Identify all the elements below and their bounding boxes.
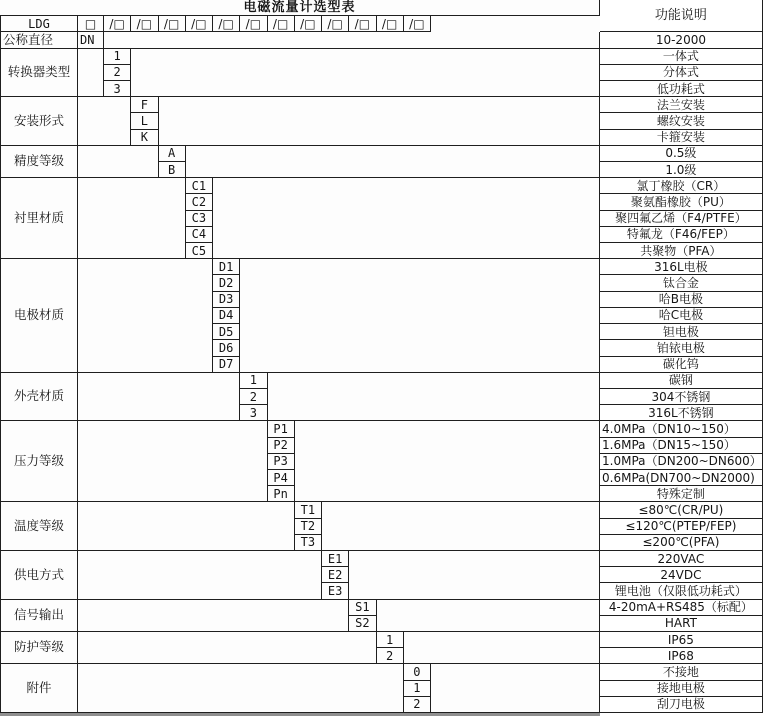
empty-cell bbox=[377, 600, 601, 632]
empty-cell bbox=[78, 502, 295, 551]
empty-cell bbox=[431, 664, 600, 713]
desc-cell: 低功耗式 bbox=[600, 81, 763, 97]
empty-cell bbox=[78, 632, 377, 664]
empty-cell bbox=[78, 600, 349, 632]
group-label-electrode-material: 电极材质 bbox=[0, 259, 78, 372]
desc-cell: 0.5级 bbox=[600, 146, 763, 162]
code-cell: 0 bbox=[404, 664, 431, 680]
function-column-header: 功能说明 bbox=[600, 0, 763, 32]
model-slot-cell: /□ bbox=[104, 16, 131, 32]
empty-cell bbox=[78, 421, 268, 502]
group-label-installation-form: 安装形式 bbox=[0, 97, 78, 146]
model-slot-cell: /□ bbox=[322, 16, 349, 32]
model-slot-cell: /□ bbox=[213, 16, 240, 32]
desc-cell: ≤80℃(CR/PU) bbox=[600, 502, 763, 518]
code-cell: L bbox=[131, 113, 158, 129]
group-label-nominal-diameter: 公称直径 bbox=[0, 32, 78, 48]
empty-cell bbox=[78, 146, 159, 178]
empty-cell bbox=[186, 146, 600, 178]
empty-cell bbox=[295, 421, 600, 502]
code-cell: P4 bbox=[268, 470, 295, 486]
code-cell: C5 bbox=[186, 243, 213, 259]
desc-cell: 钛合金 bbox=[600, 275, 763, 291]
code-cell: D6 bbox=[213, 340, 240, 356]
desc-cell: 4.0MPa（DN10~150） bbox=[600, 421, 763, 437]
desc-cell: 刮刀电极 bbox=[600, 697, 763, 713]
empty-cell bbox=[78, 97, 131, 146]
code-cell: D3 bbox=[213, 292, 240, 308]
code-cell: S2 bbox=[349, 616, 376, 632]
desc-cell: 分体式 bbox=[600, 65, 763, 81]
code-cell: 2 bbox=[404, 697, 431, 713]
code-cell: T3 bbox=[295, 535, 322, 551]
empty-cell bbox=[78, 551, 322, 600]
desc-cell: 不接地 bbox=[600, 664, 763, 680]
desc-cell: 特氟龙（F46/FEP） bbox=[600, 227, 763, 243]
code-cell: P1 bbox=[268, 421, 295, 437]
code-cell: T2 bbox=[295, 519, 322, 535]
group-label-liner-material: 衬里材质 bbox=[0, 178, 78, 259]
desc-cell: 316L不锈钢 bbox=[600, 405, 763, 421]
code-cell: D5 bbox=[213, 324, 240, 340]
code-cell: 1 bbox=[377, 632, 404, 648]
empty-cell bbox=[159, 97, 601, 146]
desc-cell: 钽电极 bbox=[600, 324, 763, 340]
desc-cell: 10-2000 bbox=[600, 32, 763, 48]
empty-cell bbox=[404, 632, 600, 664]
code-cell: E1 bbox=[322, 551, 349, 567]
code-cell: E2 bbox=[322, 567, 349, 583]
empty-cell bbox=[322, 502, 600, 551]
desc-cell: IP65 bbox=[600, 632, 763, 648]
desc-cell: 0.6MPa(DN700~DN2000) bbox=[600, 470, 763, 486]
code-cell: D7 bbox=[213, 357, 240, 373]
desc-cell: 共聚物（PFA） bbox=[600, 243, 763, 259]
desc-cell: 螺纹安装 bbox=[600, 113, 763, 129]
code-cell: F bbox=[131, 97, 158, 113]
desc-cell: 哈C电极 bbox=[600, 308, 763, 324]
desc-cell: 4-20mA+RS485（标配） bbox=[600, 600, 763, 616]
group-label-signal-output: 信号输出 bbox=[0, 600, 78, 632]
desc-cell: 24VDC bbox=[600, 567, 763, 583]
code-cell: D4 bbox=[213, 308, 240, 324]
desc-cell: 法兰安装 bbox=[600, 97, 763, 113]
desc-cell: ≤200℃(PFA) bbox=[600, 535, 763, 551]
table-title: 电磁流量计选型表 bbox=[0, 0, 600, 16]
model-slot-cell: /□ bbox=[131, 16, 158, 32]
code-cell: E3 bbox=[322, 583, 349, 599]
group-label-protection-rating: 防护等级 bbox=[0, 632, 78, 664]
code-cell: P3 bbox=[268, 454, 295, 470]
desc-cell: 特殊定制 bbox=[600, 486, 763, 502]
desc-cell: 碳钢 bbox=[600, 373, 763, 389]
desc-cell: 卡箍安装 bbox=[600, 130, 763, 146]
empty-cell bbox=[268, 373, 601, 422]
code-cell: T1 bbox=[295, 502, 322, 518]
group-label-converter-type: 转换器类型 bbox=[0, 49, 78, 98]
desc-cell: 氯丁橡胶（CR） bbox=[600, 178, 763, 194]
model-slot-cell: /□ bbox=[240, 16, 267, 32]
empty-cell bbox=[104, 32, 600, 48]
code-cell: 1 bbox=[240, 373, 267, 389]
model-slot-cell: /□ bbox=[349, 16, 376, 32]
code-cell: S1 bbox=[349, 600, 376, 616]
group-label-accuracy-class: 精度等级 bbox=[0, 146, 78, 178]
code-cell: 2 bbox=[104, 65, 131, 81]
desc-cell: 1.0MPa（DN200~DN600） bbox=[602, 454, 762, 469]
code-cell: 3 bbox=[104, 81, 131, 97]
desc-cell: IP68 bbox=[600, 648, 763, 664]
group-label-housing-material: 外壳材质 bbox=[0, 373, 78, 422]
model-slot-cell: /□ bbox=[404, 16, 431, 32]
empty-cell bbox=[78, 373, 240, 422]
group-label-accessories: 附件 bbox=[0, 664, 78, 713]
code-cell: 2 bbox=[240, 389, 267, 405]
code-cell: 3 bbox=[240, 405, 267, 421]
code-cell: Pn bbox=[268, 486, 295, 502]
group-label-pressure-rating: 压力等级 bbox=[0, 421, 78, 502]
model-box-cell: □ bbox=[78, 16, 104, 32]
code-cell: C1 bbox=[186, 178, 213, 194]
model-slot-cell: /□ bbox=[268, 16, 295, 32]
empty-cell bbox=[78, 664, 404, 713]
group-label-temperature-rating: 温度等级 bbox=[0, 502, 78, 551]
code-cell-dn: DN bbox=[78, 32, 104, 48]
model-prefix: LDG bbox=[0, 16, 78, 32]
model-slot-cell: /□ bbox=[186, 16, 213, 32]
desc-cell: 聚氨酯橡胶（PU） bbox=[600, 194, 763, 210]
code-cell: C3 bbox=[186, 211, 213, 227]
model-slot-cell: /□ bbox=[295, 16, 322, 32]
code-cell: D1 bbox=[213, 259, 240, 275]
empty-cell bbox=[349, 551, 600, 600]
code-cell: D2 bbox=[213, 275, 240, 291]
code-cell: B bbox=[159, 162, 186, 178]
code-cell: 1 bbox=[404, 681, 431, 697]
code-cell: A bbox=[159, 146, 186, 162]
code-cell: P2 bbox=[268, 438, 295, 454]
empty-cell bbox=[131, 49, 600, 98]
empty-cell bbox=[78, 178, 186, 259]
desc-cell: 1.0级 bbox=[600, 162, 763, 178]
desc-cell: 碳化钨 bbox=[600, 357, 763, 373]
code-cell: K bbox=[131, 130, 158, 146]
desc-cell: ≤120℃(PTEP/FEP) bbox=[600, 519, 763, 535]
desc-cell: 锂电池（仅限低功耗式） bbox=[600, 583, 763, 599]
desc-cell: 304不锈钢 bbox=[600, 389, 763, 405]
model-slot-cell: /□ bbox=[159, 16, 186, 32]
empty-cell bbox=[78, 49, 104, 98]
code-cell: C2 bbox=[186, 194, 213, 210]
desc-cell: 聚四氟乙烯（F4/PTFE） bbox=[600, 211, 763, 227]
desc-cell: 铂铱电极 bbox=[600, 340, 763, 356]
desc-cell: HART bbox=[600, 616, 763, 632]
empty-cell bbox=[78, 259, 213, 372]
desc-cell: 316L电极 bbox=[600, 259, 763, 275]
empty-cell bbox=[240, 259, 600, 372]
desc-cell: 哈B电极 bbox=[600, 292, 763, 308]
model-slot-cell: /□ bbox=[377, 16, 404, 32]
desc-cell: 接地电极 bbox=[600, 681, 763, 697]
desc-cell: 1.6MPa（DN15~150） bbox=[600, 438, 763, 454]
empty-cell bbox=[213, 178, 600, 259]
code-cell: C4 bbox=[186, 227, 213, 243]
desc-cell: 一体式 bbox=[600, 49, 763, 65]
desc-cell: 220VAC bbox=[600, 551, 763, 567]
code-cell: 2 bbox=[377, 648, 404, 664]
code-cell: 1 bbox=[104, 49, 131, 65]
group-label-power-supply: 供电方式 bbox=[0, 551, 78, 600]
